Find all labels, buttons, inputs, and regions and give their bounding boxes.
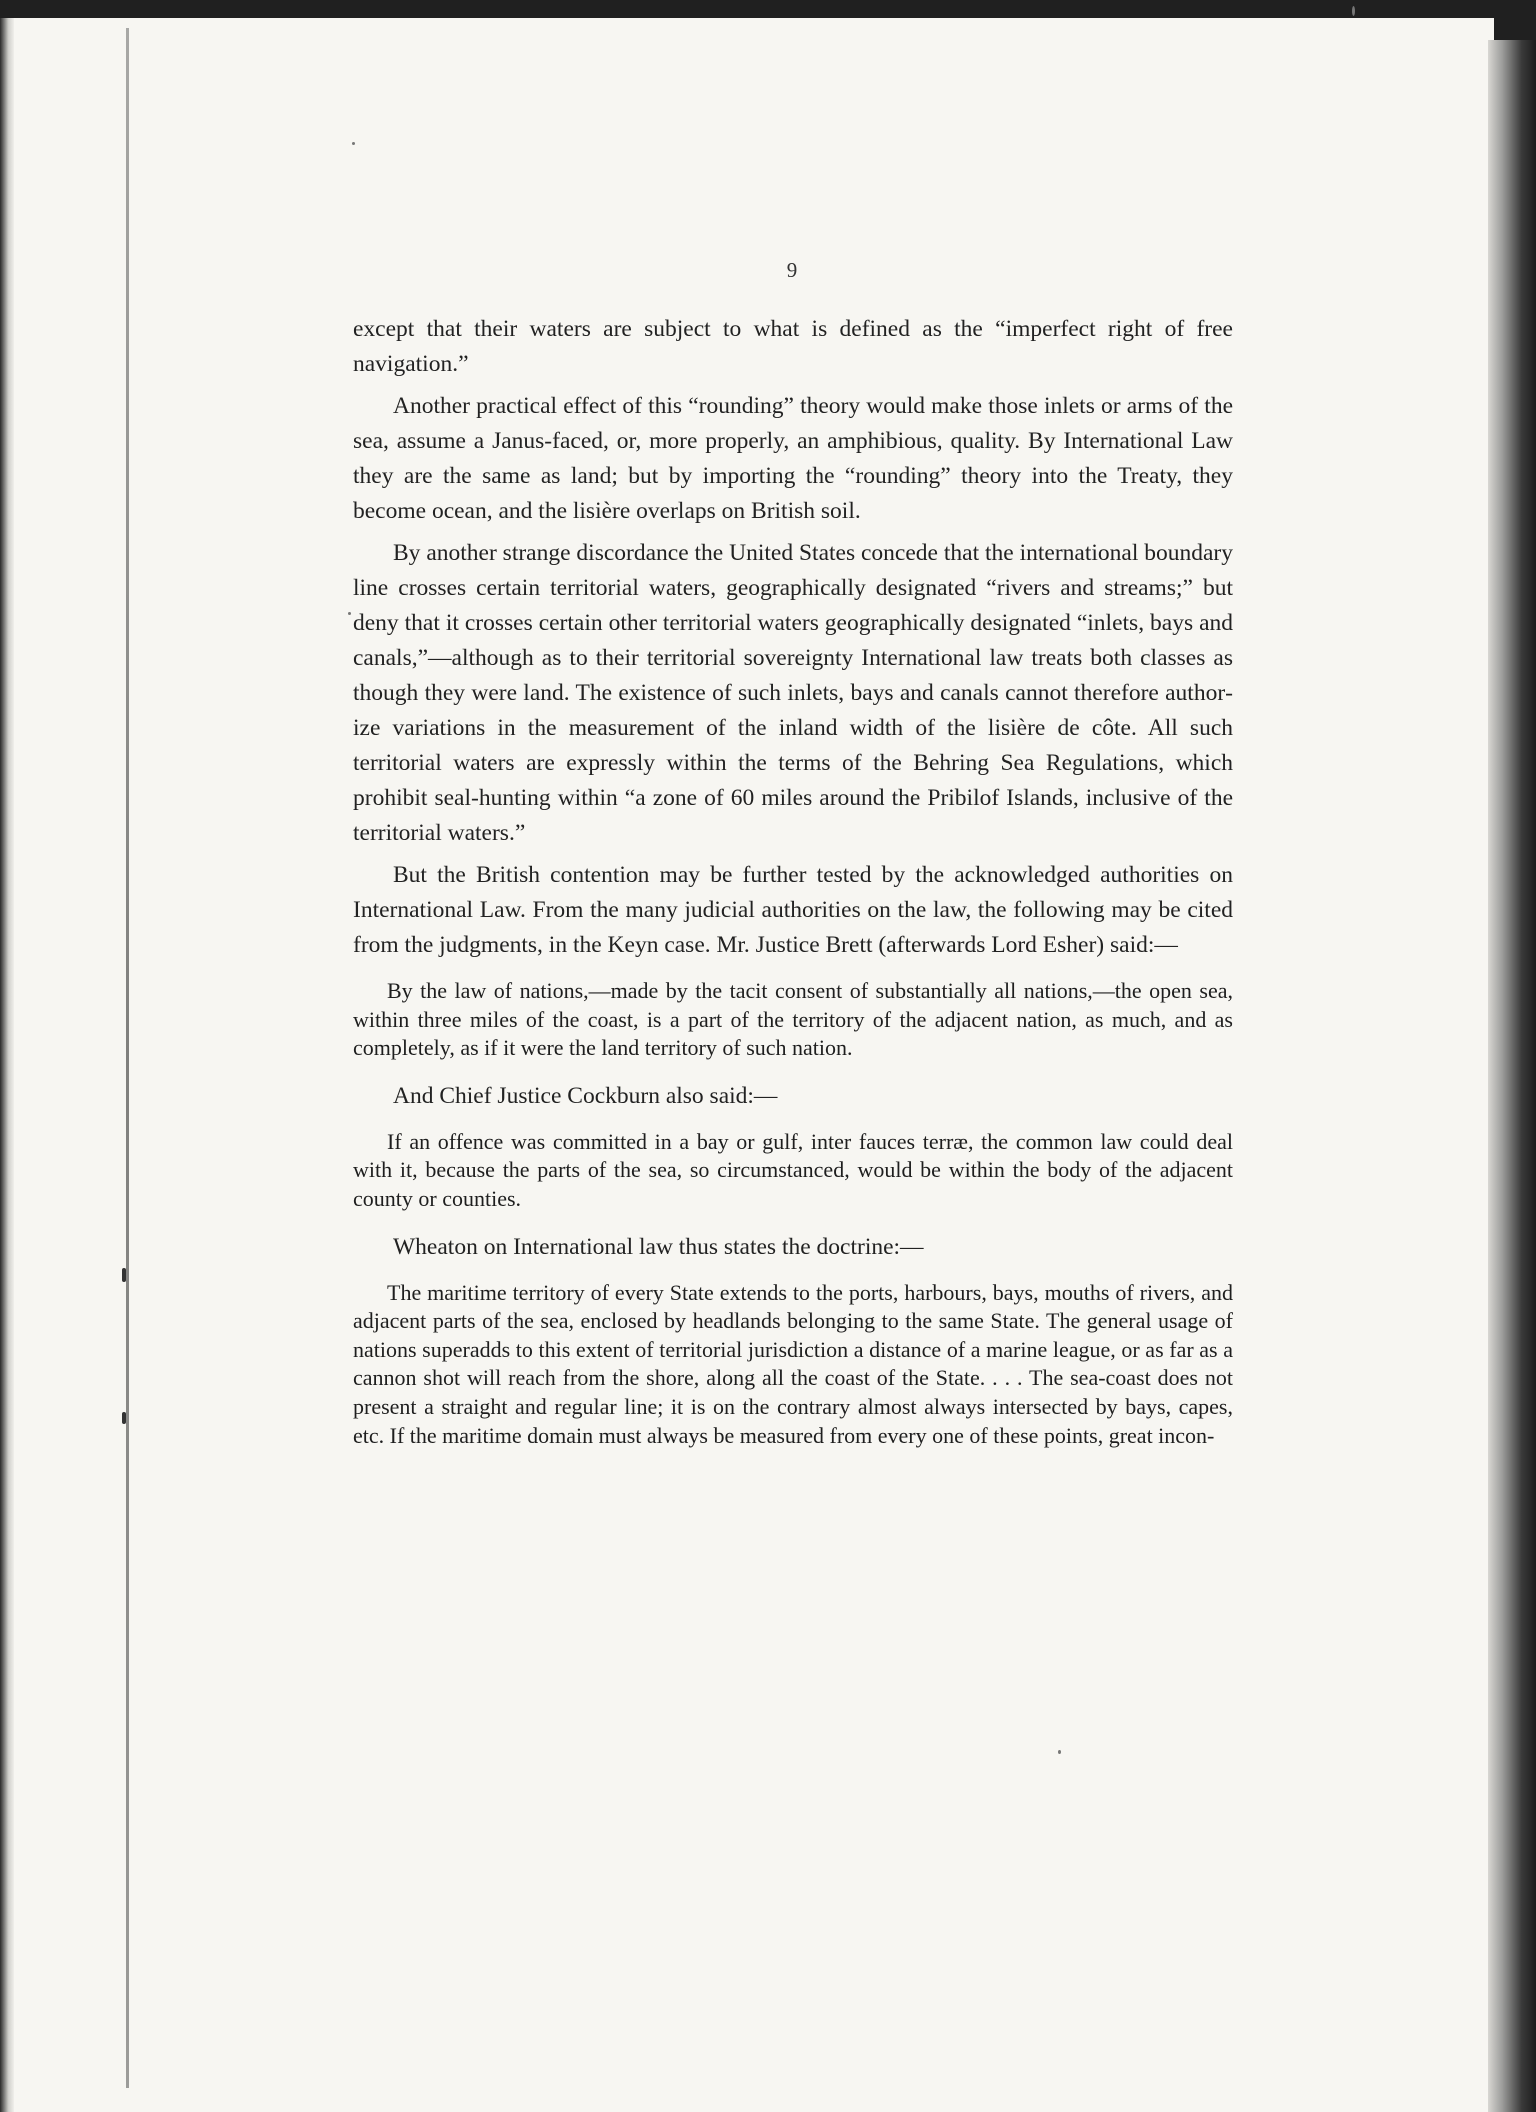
paragraph: And Chief Justice Cockburn also said:—: [393, 1082, 778, 1109]
paper-speck: [1352, 6, 1355, 16]
paragraph: But the British contention may be further tested by the acknowledged authorities on International Law. From the many judicial authorities on the law, the following may be cited from the judgments, in the Keyn case. Mr. Justice Brett (afterwards Lord Esher) said:—: [353, 862, 1233, 958]
binding-edge: [0, 18, 14, 2112]
paragraph: Wheaton on International law thus states the doctrine:—: [393, 1233, 924, 1260]
paper-speck: [348, 612, 351, 615]
margin-mark: [122, 1268, 126, 1282]
margin-mark: [122, 1412, 126, 1424]
body-text: [353, 312, 1233, 1466]
paper-speck: [1058, 1750, 1061, 1754]
gutter-fold-line: [126, 28, 129, 2088]
paragraph: By another strange discordance the United States concede that the international boundary line crosses certain territorial waters, geographically designated “rivers and streams;” but deny that it crosses certain other territorial waters geographically designated “inlets, bays and canals,”—although as to their territorial sovereignty International law treats both classes as though they were land. The existence of such inlets, bays and canals cannot therefore authorize variations in the measurement of the inland width of the lisière de côte. All such territorial waters are expressly within the terms of the Behring Sea Regulations, which prohibit seal-hunting within “a zone of 60 miles around the Pribilof Islands, inclusive of the territorial waters.”: [353, 540, 1233, 846]
page-right-edge-shadow: [1488, 40, 1536, 2112]
block-quote: The maritime territory of every State extends to the ports, harbours, bays, mouths of rivers, and adjacent parts of the sea, enclosed by headlands belonging to the same State. The general usage of nations superadds to this extent of territorial jurisdiction a distance of a marine league, or as far as a cannon shot will reach from the shore, along all the coast of the State. . . . The sea-coast does not present a straight and regular line; it is on the contrary almost always intersected by bays, capes, etc. If the maritime domain must always be measured from every one of these points, great incon-: [353, 1279, 1233, 1448]
paragraph: Another practical effect of this “rounding” theory would make those inlets or arms of the sea, assume a Janus-faced, or, more properly, an amphibious, quality. By International Law they are the same as land; but by importing the “rounding” theory into the Treaty, they become ocean, and the lisière overlaps on British soil.: [353, 393, 1233, 524]
paper-speck: [352, 142, 355, 145]
page-number: 9: [786, 258, 798, 282]
block-quote: By the law of nations,—made by the tacit consent of substantially all nations,—the open sea, within three miles of the coast, is a part of the territory of the adjacent nation, as much, and as completely, as if it were the land territory of such nation.: [353, 978, 1233, 1061]
paragraph: except that their waters are subject to what is defined as the “imperfect right of free navigation.”: [353, 316, 1233, 377]
block-quote: If an offence was committed in a bay or gulf, inter fauces terræ, the common law could deal with it, because the parts of the sea, so circumstanced, would be within the body of the adjacent county or counties.: [353, 1128, 1233, 1211]
